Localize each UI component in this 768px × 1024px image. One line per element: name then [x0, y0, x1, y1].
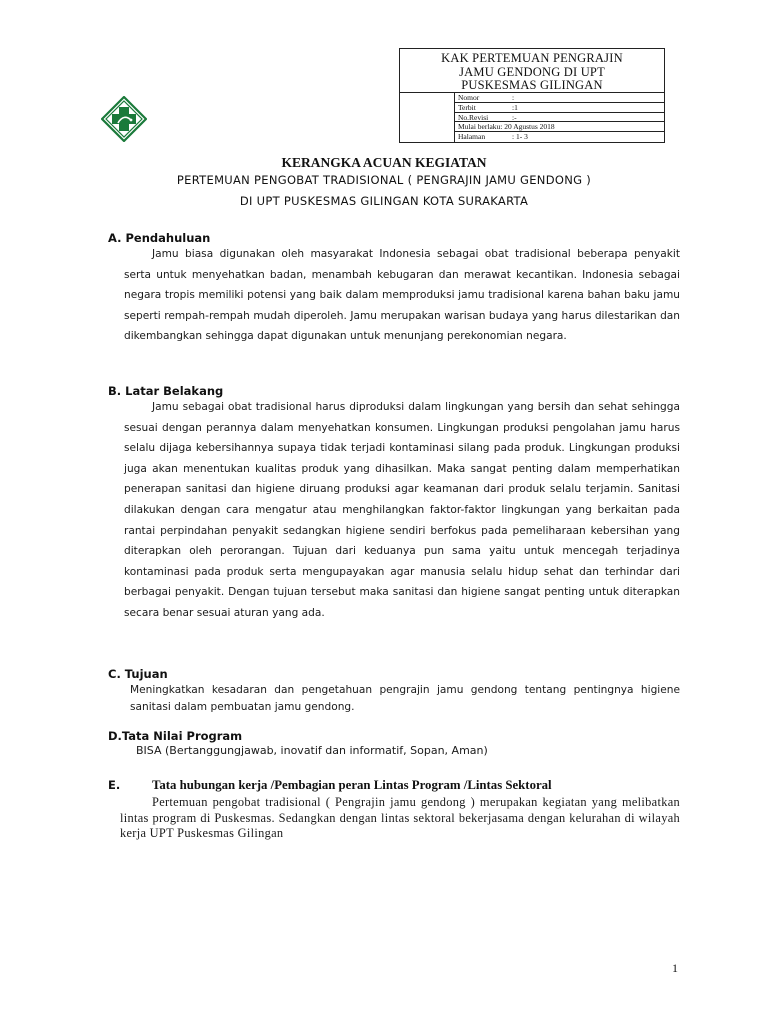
document-subtitle-location: DI UPT PUSKESMAS GILINGAN KOTA SURAKARTA: [239, 194, 529, 208]
meta-key: No.Revisi: [458, 112, 489, 122]
meta-row-terbit: [455, 103, 664, 113]
document-header-box: [399, 48, 665, 143]
header-title: [400, 49, 664, 93]
meta-row-mulai-berlaku: [455, 122, 664, 132]
section-d-heading: D.Tata Nilai Program: [108, 729, 243, 743]
meta-value: :: [512, 93, 515, 102]
section-b-heading: B. Latar Belakang: [108, 384, 224, 398]
meta-value: : 1- 3: [512, 132, 528, 142]
header-empty-cell: [400, 93, 455, 142]
meta-key: Halaman: [458, 132, 486, 142]
puskesmas-logo-icon: [101, 96, 147, 142]
header-title-line: PUSKESMAS GILINGAN: [461, 78, 603, 92]
section-e-text: Pertemuan pengobat tradisional ( Pengrajin jamu gendong ) merupakan kegiatan yang melibatkan lintas program di Puskesmas. Sedangkan dengan lintas sektoral bekerjasama dengan kelurahan di wilayah kerja UPT Puskesmas Gilingan: [120, 795, 680, 840]
meta-row-nomor: [455, 93, 664, 103]
meta-value: : 20 Agustus 2018: [500, 122, 555, 132]
section-e-title: Tata hubungan kerja /Pembagian peran Lintas Program /Lintas Sektoral: [152, 778, 552, 792]
section-a-heading: A. Pendahuluan: [108, 231, 211, 245]
section-b-text: Jamu sebagai obat tradisional harus diproduksi dalam lingkungan yang bersih dan sehat sehingga sesuai dengan perannya dalam menyehatkan konsumen. Lingkungan produksi pengolahan jamu harus selalu dijaga kebersihannya supaya tidak terjadi kontaminasi silang pada produk. Lingkungan produksi juga akan menentukan kualitas produk yang dihasilkan. Maka sangat penting dalam memperhatikan penerapan sanitasi dan higiene diruang produksi agar keamanan dari produk selalu terjamin. Sanitasi dilakukan dengan cara mengatur atau menghilangkan faktor-faktor lingkungan yang berkaitan pada rantai perpindahan penyakit sedangkan higiene sendiri berfokus pada pemeliharaan kebersihan yang diterapkan oleh perorangan. Tujuan dari keduanya pun sama yaitu untuk mencegah terjadinya kontaminasi pada produk serta mengupayakan agar manusia selalu hidup sehat dan terhindar dari berbagai penyakit. Dengan tujuan tersebut maka sanitasi dan higiene sangat penting untuk diterapkan secara benar sesuai aturan yang ada.: [124, 401, 680, 619]
section-c-heading: C. Tujuan: [108, 667, 168, 681]
section-e-number: E.: [108, 778, 121, 792]
page-number: 1: [672, 961, 678, 975]
meta-value: :-: [512, 112, 517, 122]
section-c-text: Meningkatkan kesadaran dan pengetahuan pengrajin jamu gendong tentang pentingnya higiene sanitasi dalam pembuatan jamu gendong.: [130, 684, 680, 713]
meta-value: :1: [512, 102, 518, 112]
meta-row-halaman: [455, 132, 664, 142]
document-title: KERANGKA ACUAN KEGIATAN: [281, 155, 487, 170]
meta-key: Mulai berlaku: [458, 122, 501, 132]
header-title-line: JAMU GENDONG DI UPT: [459, 64, 605, 79]
section-a-text: Jamu biasa digunakan oleh masyarakat Indonesia sebagai obat tradisional beberapa penyakit serta untuk menyehatkan badan, menambah kebugaran dan merawat kecantikan. Indonesia sebagai negara tropis memiliki potensi yang baik dalam memproduksi jamu tradisional karena bahan baku jamu seperti rempah-rempah mudah diperoleh. Jamu merupakan warisan budaya yang harus dilestarikan dan dikembangkan sehingga dapat digunakan untuk menunjang perekonomian negara.: [124, 248, 680, 343]
document-subtitle: PERTEMUAN PENGOBAT TRADISIONAL ( PENGRAJIN JAMU GENDONG ): [176, 173, 592, 187]
header-title-line: KAK PERTEMUAN PENGRAJIN: [441, 51, 623, 65]
meta-row-revisi: [455, 113, 664, 123]
meta-key: Nomor: [458, 93, 480, 102]
meta-key: Terbit: [458, 102, 476, 112]
section-d-text: BISA (Bertanggungjawab, inovatif dan informatif, Sopan, Aman): [136, 744, 488, 757]
